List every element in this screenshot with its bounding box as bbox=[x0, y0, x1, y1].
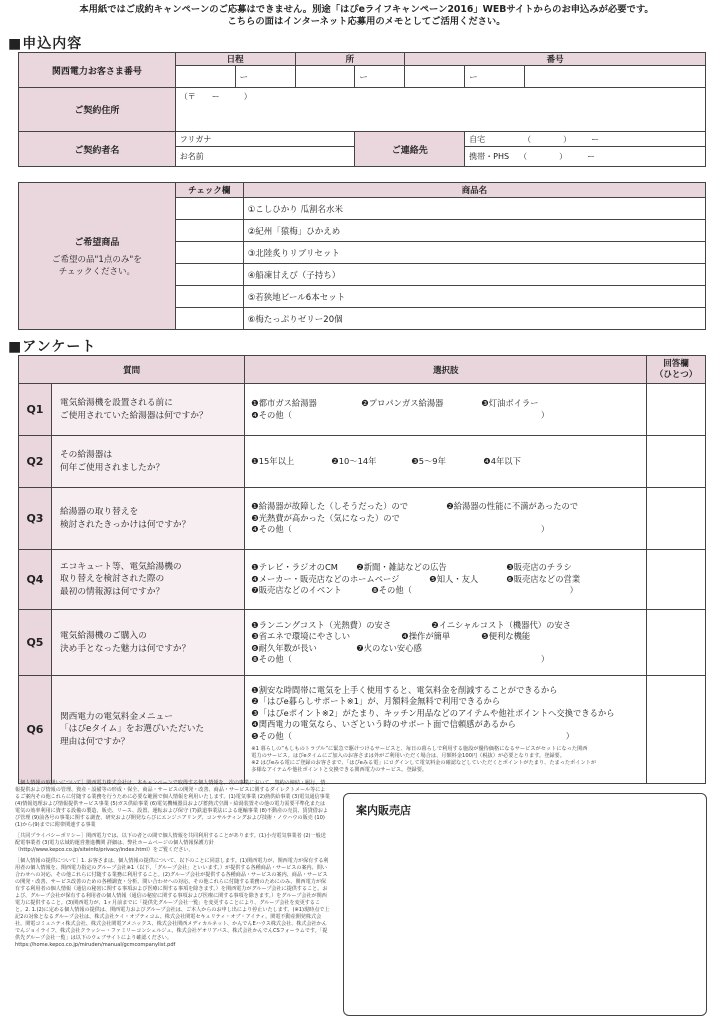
footnote: 多様なアイテムや他社ポイントと交換できる関西電力のサービス。登録要。 bbox=[251, 767, 428, 774]
option: ❺便利な機能 bbox=[481, 631, 531, 641]
privacy-paragraph: ［共同プライバシーポリシー］関西電力では、以下の者との間で個人情報を共同利用することがあります。(1)小売電気事業者 (2)一般送配電事業者 (3)電力広域的運営推進機関 詳細は、弊社ホームページの個人情報保護方針（http://www.kepco.co.jp/siteinfo/privacy/index.html）をご覧ください。 bbox=[15, 833, 326, 853]
option: ❸「はぴeポイント※2」がたまり、キッチン用品などのアイテムや他社ポイントへ交換できるから bbox=[251, 707, 615, 718]
option: ❶ランニングコスト（光熱費）の安さ bbox=[251, 619, 392, 630]
customer-number-header-place: 所 bbox=[295, 53, 405, 66]
customer-number-box[interactable] bbox=[405, 66, 465, 88]
goods-item: ⑥梅たっぷりゼリー20個 bbox=[243, 308, 705, 330]
question-options bbox=[245, 676, 647, 784]
footnote: ※2 はぴeみる電にご登録のお客さまで、「はぴeみる電」にログインして電気料金の確認などしていただくとポイントがたまり、たまったポイントが bbox=[251, 760, 597, 767]
goods-instruction: ご希望の品"1点のみ"を チェックください。 bbox=[52, 254, 142, 277]
customer-number-box[interactable]: ー bbox=[355, 66, 405, 88]
goods-item: ②紀州「猿梅」ひかえめ bbox=[243, 220, 705, 242]
option: ❸販売店のチラシ bbox=[506, 562, 572, 573]
survey-section-title: ■アンケート bbox=[8, 339, 97, 355]
question-text: 電気給湯機を設置される前に ご使用されていた給湯器は何ですか？ bbox=[51, 384, 244, 436]
question-options bbox=[245, 550, 647, 610]
privacy-paragraph: ［個人情報の提供について］1. お客さまは、個人情報の提供について、以下のことに同意します。(1)関西電力が、関西電力が保有する利用者の個人情報を、関西電力指定のグループ会社※1（以下、「グループ会社」といいます。）が提供する各種商品・サービスの案内、問い合わせへの対応、その他これらに付随する業務に利用すること。(2)グループ会社が提供する各種商品・サービスの案内、商品・サービスの開発・改善、サービス改善のための各種調査・分析、問い合わせへの対応、その他これらに付随する業務のためにのみ、関西電力が保有する利用者の個人情報（通信の秘密に関する事項および医療に関する事項を除きます。）を関西電力がグループ会社に提供すること。および、グループ会社が保有する利用者の個人情報（通信の秘密に関する事項および医療に関する事項を除きます。）をグループ会社が関西電力に提供すること。(3)関西電力が、1ヶ月前までに「提供先グループ会社一覧」を変更することにより、グループ会社を変更すること。2. 1.(2)に定める個人情報の提供は、関西電力およびグループ会社は、ご本人からのお申し出により停止いたします。(※1)現時点で上記2の対象となるグループ会社は、株式会社ケイ・オプティコム、株式会社関電セキュリティ・オブ・アイティ、関電不動産開発株式会社、関電コミュニティ株式会社、株式会社関電アメニックス、株式会社関西メディカルネット、かんでんEハウス株式会社、株式会社かんでんジョイライフ、株式会社クラッシー・ファミリーコンシェルジュ、株式会社ゲオリアバス、株式会社かんでんCSフォーラムです。「提供先グループ会社一覧」は以下のウェブサイトにより確認ください。https://home.kepco.co.jp/miruden/manual/gcmcompanylist.pdf bbox=[15, 858, 330, 948]
goods-checkbox[interactable] bbox=[175, 198, 243, 220]
goods-checkbox[interactable] bbox=[175, 242, 243, 264]
home-phone-label: 自宅 bbox=[469, 134, 486, 144]
customer-number-box[interactable]: ー bbox=[235, 66, 295, 88]
question-number: Q1 bbox=[19, 384, 52, 436]
goods-item: ④船凍甘えび（子持ち） bbox=[243, 264, 705, 286]
goods-label: ご希望商品 bbox=[74, 237, 120, 248]
shop-title: 案内販売店 bbox=[356, 804, 411, 817]
option: ❺その他（ ） bbox=[251, 730, 575, 741]
postal-code-prefix: （〒 ー ） bbox=[179, 92, 252, 101]
notice-line-1: 本用紙ではご成約キャンペーンのご応募はできません。別途「はぴeライフキャンペーン2016」WEBサイトからのお申込みが必要です。 bbox=[79, 4, 654, 15]
question-number: Q4 bbox=[19, 550, 52, 610]
customer-number-box[interactable] bbox=[295, 66, 355, 88]
option: ❽その他（ ） bbox=[371, 585, 578, 596]
answer-box[interactable] bbox=[647, 488, 706, 550]
customer-number-box[interactable]: ー bbox=[465, 66, 525, 88]
option: ❺知人・友人 bbox=[429, 573, 479, 584]
option: ❷イニシャルコスト（機器代）の安さ bbox=[431, 619, 571, 630]
customer-number-box[interactable] bbox=[525, 66, 706, 88]
customer-number-header-schedule: 日程 bbox=[175, 53, 295, 66]
question-options bbox=[245, 488, 647, 550]
question-text: エコキュート等、電気給湯機の 取り替えを検討された際の 最初の情報源は何ですか？ bbox=[51, 550, 244, 610]
footnote: ※1 暮らしの“もしものトラブル”に緊急で駆けつけるサービスと、毎日の暮らしで利用する施設が優待価格になるサービスがセットになった関西 bbox=[251, 746, 588, 753]
option: ❹関西電力の電気なら、いざという時のサポート面で信頼感があるから bbox=[251, 719, 516, 730]
address-label: ご契約住所 bbox=[19, 88, 176, 132]
question-number: Q5 bbox=[19, 610, 52, 676]
privacy-paragraph: ［個人情報の取扱いについて］関西電力株式会社は、本キャンペーンで取得する個人情報を、次の事業において、契約の締結・履行、情報提供および情報の管理、資産・設備等の形成・保全、商品・サービスの開発・改善、商品・サービスに関するダイレクトメール等によるご案内その他これらに付随する業務を行うために必要な範囲で個人情報を利用いたします。(1)電気事業 (2)熱供給事業 (3)電気通信事業 (4)情報処理および情報提供サービス事業 (5)ガス供給事業 (6)電気機械器具および蓄熱式空調・給湯装置その他の電力需要平準化または電気の効率利用に資する設備の製造、販売、リース、設置、運転および保守 (7)鉄道事業法による運輸事業 (8)不動産の売買、賃貸借および管理 (9)前各号の事業に関する調査、研究および開発ならびにエンジニアリング、コンサルティングおよび技術・ノウハウの販売 (10)(1)から(9)までに附帯関連する事業 bbox=[15, 780, 330, 828]
application-table bbox=[18, 52, 706, 167]
notice bbox=[20, 4, 713, 28]
option: ❷新聞・雑誌などの広告 bbox=[356, 562, 447, 573]
goods-checkbox[interactable] bbox=[175, 286, 243, 308]
answer-box[interactable] bbox=[647, 384, 706, 436]
notice-line-2: こちらの面はインターネット応募用のメモとしてご活用ください。 bbox=[227, 16, 506, 27]
furigana-field[interactable] bbox=[175, 132, 355, 147]
footnote: 電力のサービス。はぴeタイムにご加入のお客さまは外がご利用いただく場合は、月額料金100円（税抜）が必要となります。登録要。 bbox=[251, 753, 565, 760]
option: ❷「はぴe暮らしサポート※1」が、月額料金無料で利用できるから bbox=[251, 696, 501, 707]
application-section-title: ■申込内容 bbox=[8, 36, 83, 52]
option: ❻販売店などの営業 bbox=[506, 573, 581, 584]
answer-box[interactable] bbox=[647, 610, 706, 676]
name-label: お名前 bbox=[179, 152, 204, 161]
option: ❽その他（ ） bbox=[251, 654, 550, 664]
goods-checkbox[interactable] bbox=[175, 220, 243, 242]
customer-number-box[interactable] bbox=[175, 66, 235, 88]
check-column-header: チェック欄 bbox=[175, 183, 243, 198]
goods-label-cell bbox=[19, 183, 176, 330]
option: ❶都市ガス給湯器 bbox=[251, 398, 317, 408]
question-text: 給湯器の取り替えを 検討されたきっかけは何ですか？ bbox=[51, 488, 244, 550]
furigana-label: フリガナ bbox=[179, 134, 212, 144]
option: ❶テレビ・ラジオのCM bbox=[251, 562, 338, 573]
question-text: 電気給湯機のご購入の 決め手となった魅力は何ですか？ bbox=[51, 610, 244, 676]
option: ❹メーカー・販売店などのホームページ bbox=[251, 573, 400, 584]
goods-item: ①こしひかり 瓜割名水米 bbox=[243, 198, 705, 220]
question-options bbox=[245, 610, 647, 676]
question-header: 質問 bbox=[19, 356, 245, 384]
question-number: Q3 bbox=[19, 488, 52, 550]
goods-table bbox=[18, 182, 706, 330]
answer-header: 回答欄 （ひとつ） bbox=[647, 356, 706, 384]
option: ❹その他（ ） bbox=[251, 524, 550, 535]
goods-checkbox[interactable] bbox=[175, 308, 243, 330]
question-text: その給湯器は 何年ご使用されましたか？ bbox=[51, 436, 244, 488]
question-text: 関西電力の電気料金メニュー 「はぴeタイム」をお選びいただいた 理由は何ですか？ bbox=[51, 676, 244, 784]
privacy-notice bbox=[15, 780, 330, 953]
question-options bbox=[245, 436, 647, 488]
option: ❼火のない安心感 bbox=[356, 642, 422, 653]
goods-checkbox[interactable] bbox=[175, 264, 243, 286]
customer-number-label: 関西電力お客さま番号 bbox=[19, 53, 176, 88]
option: ❹4年以下 bbox=[483, 455, 521, 466]
goods-item: ③北陸炙りリブリセット bbox=[243, 242, 705, 264]
q6-notes bbox=[251, 746, 640, 774]
answer-box[interactable] bbox=[647, 436, 706, 488]
contract-name-label: ご契約者名 bbox=[19, 132, 176, 167]
option: ❶割安な時間帯に電気を上手く使用すると、電気料金を削減することができるから bbox=[251, 684, 558, 695]
contact-label: ご連絡先 bbox=[355, 132, 465, 167]
option: ❸灯油ボイラー bbox=[481, 398, 539, 408]
customer-number-header-number: 番号 bbox=[405, 53, 706, 66]
option: ❻耐久年数が長い bbox=[251, 642, 317, 653]
question-number: Q6 bbox=[19, 676, 52, 784]
answer-box[interactable] bbox=[647, 676, 706, 784]
goods-name-header: 商品名 bbox=[243, 183, 705, 198]
question-number: Q2 bbox=[19, 436, 52, 488]
option: ❷プロパンガス給湯器 bbox=[361, 398, 444, 408]
option: ❶15年以上 bbox=[251, 455, 295, 466]
options-header: 選択肢 bbox=[245, 356, 647, 384]
option: ❷給湯器の性能に不満があったので bbox=[446, 501, 579, 512]
goods-item: ⑤若狭地ビール6本セット bbox=[243, 286, 705, 308]
option: ❸光熱費が高かった（気になった）ので bbox=[251, 512, 400, 523]
option: ❸省エネで環境にやさしい bbox=[251, 631, 351, 641]
option: ❹その他（ ） bbox=[251, 409, 550, 420]
survey-table bbox=[18, 355, 706, 784]
mobile-phone-field[interactable]: 携帯・PHS （ ） ー bbox=[465, 147, 706, 167]
option: ❹操作が簡単 bbox=[401, 631, 451, 641]
name-field[interactable] bbox=[175, 147, 355, 167]
option: ❼販売店などのイベント bbox=[251, 585, 342, 596]
mobile-phone-label: 携帯・PHS bbox=[469, 152, 510, 161]
option: ❶給湯器が故障した（しそうだった）ので bbox=[251, 501, 409, 512]
shop-box[interactable] bbox=[343, 793, 707, 1016]
option: ❸5〜9年 bbox=[411, 455, 446, 466]
option: ❷10〜14年 bbox=[331, 455, 377, 466]
question-options bbox=[245, 384, 647, 436]
home-phone-field[interactable]: 自宅 （ ） ー bbox=[465, 132, 706, 147]
address-field[interactable] bbox=[175, 88, 705, 132]
answer-box[interactable] bbox=[647, 550, 706, 610]
